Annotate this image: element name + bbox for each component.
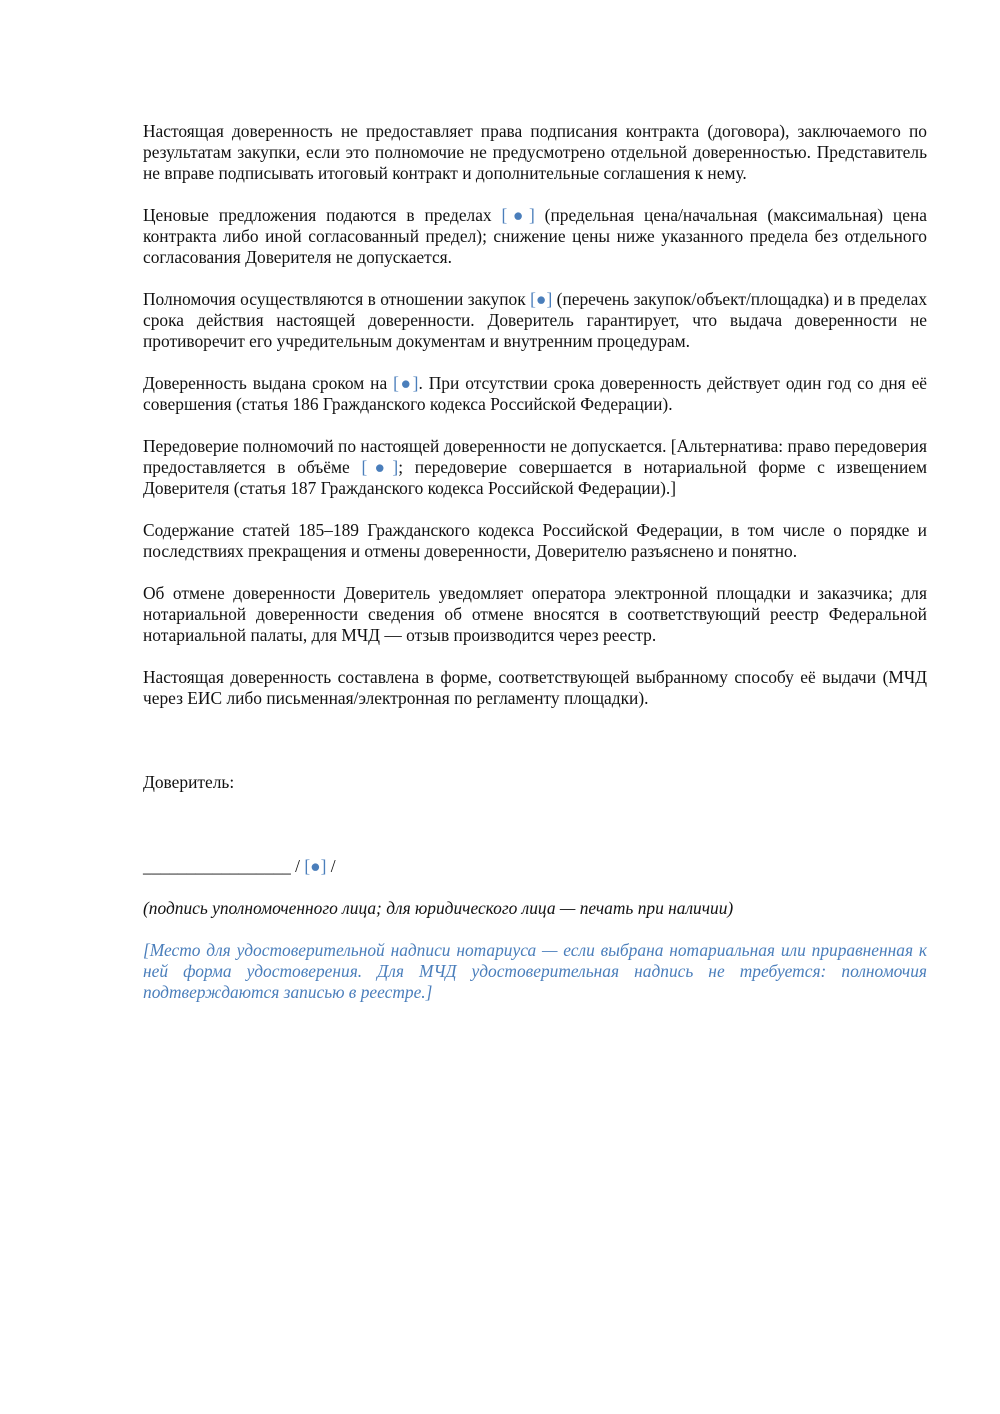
paragraph-text: Настоящая доверенность не предоставляет права подписания контракта (договора), заключаемого по результатам закупки, если это полномочие не предусмотрено отдельной доверенностью. Представитель не вправе подписывать итоговый контракт и дополнительные соглашения к нему. <box>143 121 927 183</box>
notary-note: [Место для удостоверительной надписи нотариуса — если выбрана нотариальная или приравненная к ней форма удостоверения. Для МЧД удостоверительная надпись не требуется: полномочия подтверждаются записью в реестре.] <box>143 940 927 1002</box>
placeholder-field: [●] <box>501 205 535 225</box>
paragraph-redelegation <box>143 436 927 499</box>
signature-separator: / <box>290 856 305 876</box>
paragraph-text: Об отмене доверенности Доверитель уведомляет оператора электронной площадки и заказчика; для нотариальной доверенности сведения об отмене вносятся в соответствующий реестр Федеральной нотариальной палаты, для МЧД — отзыв производится через реестр. <box>143 583 927 645</box>
paragraph-text: Доверенность выдана сроком на <box>143 373 394 393</box>
paragraph-contract-signing <box>143 121 927 184</box>
signature-underline: _________________ <box>143 856 291 876</box>
paragraph-text: . При отсутствии срока доверенность действует один год со дня её совершения (статья 186 Гражданского кодекса Российской Федерации). <box>143 373 928 414</box>
paragraph-text: ; передоверие совершается в нотариальной форме с извещением Доверителя (статья 187 Гражданского кодекса Российской Федерации).] <box>143 457 927 498</box>
placeholder-field: [●] <box>393 373 419 393</box>
paragraph-text: (предельная цена/начальная (максимальная) цена контракта либо иной согласованный предел); снижение цены ниже указанного предела без отдельного согласования Доверителя не допускается. <box>143 205 927 267</box>
paragraph-revocation <box>143 583 927 646</box>
paragraph-text: Настоящая доверенность составлена в форме, соответствующей выбранному способу её выдачи (МЧД через ЕИС либо письменная/электронная по регламенту площадки). <box>143 667 927 708</box>
placeholder-field: [●] <box>304 856 327 876</box>
paragraph-form <box>143 667 927 709</box>
paragraph-price-limit <box>143 205 927 268</box>
signature-line <box>143 856 927 877</box>
paragraph-text: (перечень закупок/объект/площадка) и в пределах срока действия настоящей доверенности. Доверитель гарантирует, что выдача доверенности не противоречит его учредительным документам и внутренним процедурам. <box>143 289 928 351</box>
signature-caption: (подпись уполномоченного лица; для юридического лица — печать при наличии) <box>143 898 734 918</box>
paragraph-text: Содержание статей 185–189 Гражданского кодекса Российской Федерации, в том числе о порядке и последствиях прекращения и отмены доверенности, Доверителю разъяснено и понятно. <box>143 520 927 561</box>
signature-separator: / <box>326 856 336 876</box>
spacer <box>143 793 927 856</box>
document-page <box>143 121 927 1003</box>
paragraph-term <box>143 373 927 415</box>
placeholder-field: [●] <box>530 289 553 309</box>
principal-label: Доверитель: <box>143 772 235 792</box>
paragraph-civil-code-explained <box>143 520 927 562</box>
spacer <box>143 709 927 772</box>
paragraph-text: Передоверие полномочий по настоящей доверенности не допускается. [Альтернатива: право передоверия предоставляется в объёме <box>143 436 927 477</box>
placeholder-field: [●] <box>361 457 399 477</box>
paragraph-text: Ценовые предложения подаются в пределах <box>143 205 502 225</box>
paragraph-text: Полномочия осуществляются в отношении закупок <box>143 289 531 309</box>
paragraph-procurement-scope <box>143 289 927 352</box>
